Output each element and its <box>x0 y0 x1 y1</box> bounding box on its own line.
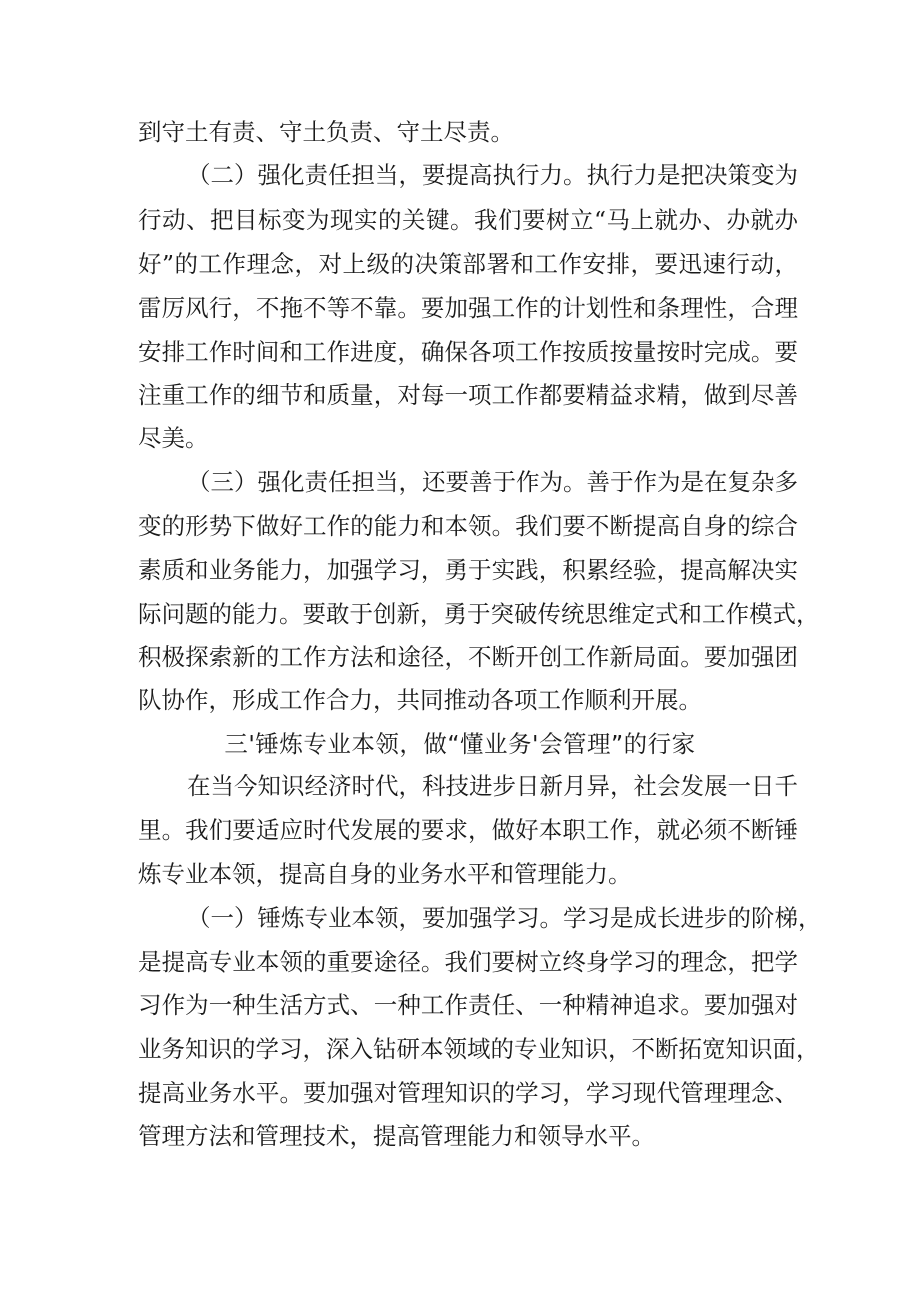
text-line: 好”的工作理念，对上级的决策部署和工作安排，要迅速行动， <box>138 250 798 278</box>
section-heading: 三'锤炼专业本领，做“懂业务'会管理”的行家 <box>224 730 696 758</box>
text-line: 管理方法和管理技术，提高管理能力和领导水平。 <box>138 1122 655 1150</box>
text-line: 炼专业本领，提高自身的业务水平和管理能力。 <box>138 860 632 888</box>
text-line: 尽美。 <box>138 424 209 452</box>
text-line: 积极探索新的工作方法和途径，不断开创工作新局面。要加强团 <box>138 643 798 671</box>
text-line: 变的形势下做好工作的能力和本领。我们要不断提高自身的综合 <box>138 512 798 540</box>
text-line: （二）强化责任担当，要提高执行力。执行力是把决策变为 <box>187 161 798 189</box>
text-line: 雷厉风行，不拖不等不靠。要加强工作的计划性和条理性，合理 <box>138 294 798 322</box>
text-line: 注重工作的细节和质量，对每一项工作都要精益求精，做到尽善 <box>138 381 798 409</box>
text-line: （三）强化责任担当，还要善于作为。善于作为是在复杂多 <box>187 468 798 496</box>
text-line: 里。我们要适应时代发展的要求，做好本职工作，就必须不断锤 <box>138 816 798 844</box>
text-line: （一）锤炼专业本领，要加强学习。学习是成长进步的阶梯， <box>187 904 822 932</box>
text-line: 队协作，形成工作合力，共同推动各项工作顺利开展。 <box>138 686 702 714</box>
text-line: 际问题的能力。要敢于创新，勇于突破传统思维定式和工作模式， <box>138 600 820 628</box>
text-line: 业务知识的学习，深入钻研本领域的专业知识，不断拓宽知识面， <box>138 1035 820 1063</box>
text-line: 提高业务水平。要加强对管理知识的学习，学习现代管理理念、 <box>138 1079 798 1107</box>
text-line: 行动、把目标变为现实的关键。我们要树立“马上就办、办就办 <box>138 206 798 234</box>
text-line: 在当今知识经济时代，科技进步日新月异，社会发展一日千 <box>187 772 798 800</box>
text-line: 素质和业务能力，加强学习，勇于实践，积累经验，提高解决实 <box>138 556 798 584</box>
text-line: 习作为一种生活方式、一种工作责任、一种精神追求。要加强对 <box>138 991 798 1019</box>
text-line: 到守土有责、守土负责、守土尽责。 <box>138 118 514 146</box>
text-line: 安排工作时间和工作进度，确保各项工作按质按量按时完成。要 <box>138 338 798 366</box>
text-line: 是提高专业本领的重要途径。我们要树立终身学习的理念，把学 <box>138 948 798 976</box>
